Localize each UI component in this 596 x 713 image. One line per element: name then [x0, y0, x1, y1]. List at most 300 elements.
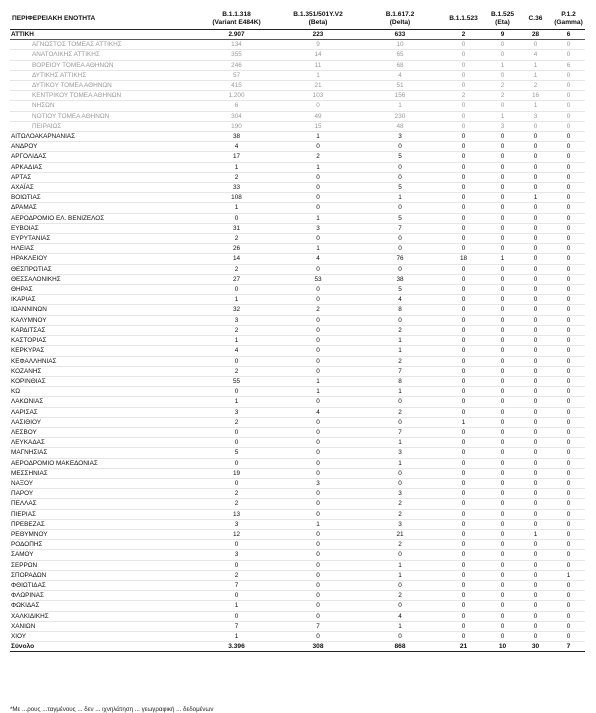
value-cell: 0 — [552, 448, 585, 458]
value-cell: 0 — [441, 336, 486, 346]
value-cell: 2 — [196, 172, 277, 182]
column-header-variant — [552, 8, 585, 30]
value-cell: 0 — [552, 397, 585, 407]
total-value-cell: 7 — [552, 642, 585, 652]
value-cell: 0 — [552, 132, 585, 142]
value-cell: 1 — [441, 417, 486, 427]
value-cell: 49 — [277, 111, 359, 121]
table-row — [10, 580, 585, 590]
table-row — [10, 152, 585, 162]
value-cell: 7 — [196, 621, 277, 631]
value-cell: 7 — [196, 580, 277, 590]
value-cell: 0 — [519, 570, 552, 580]
value-cell: 3 — [277, 478, 359, 488]
region-name-cell: ΙΚΑΡΙΑΣ — [10, 295, 196, 305]
value-cell: 1 — [519, 101, 552, 111]
value-cell: 0 — [486, 305, 519, 315]
value-cell: 0 — [277, 315, 359, 325]
value-cell: 1 — [196, 631, 277, 641]
value-cell: 2 — [196, 325, 277, 335]
value-cell: 0 — [486, 601, 519, 611]
region-name-cell: ΑΝΑΤΟΛΙΚΗΣ ΑΤΤΙΚΗΣ — [10, 50, 196, 60]
value-cell: 32 — [196, 305, 277, 315]
value-cell: 0 — [519, 183, 552, 193]
column-header-line: (Delta) — [389, 18, 411, 26]
value-cell: 0 — [486, 611, 519, 621]
value-cell: 3 — [196, 519, 277, 529]
value-cell: 0 — [486, 234, 519, 244]
value-cell: 2 — [196, 417, 277, 427]
value-cell: 0 — [486, 540, 519, 550]
table-row — [10, 254, 585, 264]
table-row — [10, 183, 585, 193]
table-row — [10, 519, 585, 529]
value-cell: 0 — [552, 580, 585, 590]
value-cell: 11 — [277, 60, 359, 70]
value-cell: 0 — [486, 427, 519, 437]
value-cell: 4 — [359, 611, 441, 621]
value-cell: 0 — [277, 438, 359, 448]
table-row — [10, 356, 585, 366]
value-cell: 0 — [486, 264, 519, 274]
value-cell: 4 — [196, 346, 277, 356]
region-name-cell: ΘΕΣΠΡΩΤΙΑΣ — [10, 264, 196, 274]
region-name-cell: ΜΕΣΣΗΝΙΑΣ — [10, 468, 196, 478]
value-cell: 1 — [519, 60, 552, 70]
value-cell: 2 — [359, 540, 441, 550]
value-cell: 0 — [552, 244, 585, 254]
value-cell: 4 — [359, 295, 441, 305]
value-cell: 0 — [552, 111, 585, 121]
value-cell: 0 — [552, 478, 585, 488]
value-cell: 0 — [552, 234, 585, 244]
table-row — [10, 172, 585, 182]
table-row — [10, 305, 585, 315]
value-cell: 2 — [359, 356, 441, 366]
value-cell: 3 — [359, 448, 441, 458]
value-cell: 0 — [277, 417, 359, 427]
value-cell: 0 — [552, 101, 585, 111]
value-cell: 0 — [277, 529, 359, 539]
table-body — [10, 30, 585, 642]
region-name-cell: ΣΠΟΡΑΔΩΝ — [10, 570, 196, 580]
column-header-variant — [359, 8, 441, 30]
value-cell: 0 — [486, 183, 519, 193]
value-cell: 0 — [552, 121, 585, 131]
value-cell: 0 — [441, 601, 486, 611]
region-name-cell: ΔΥΤΙΚΗΣ ΑΤΤΙΚΗΣ — [10, 70, 196, 80]
value-cell: 0 — [441, 295, 486, 305]
value-cell: 0 — [441, 234, 486, 244]
value-cell: 0 — [486, 142, 519, 152]
value-cell: 0 — [519, 40, 552, 50]
region-name-cell: ΦΩΚΙΔΑΣ — [10, 601, 196, 611]
value-cell: 0 — [552, 509, 585, 519]
region-name-cell: ΚΑΛΥΜΝΟΥ — [10, 315, 196, 325]
table-row — [10, 458, 585, 468]
table-row — [10, 264, 585, 274]
value-cell: 1 — [196, 162, 277, 172]
value-cell: 7 — [359, 427, 441, 437]
value-cell: 0 — [277, 264, 359, 274]
value-cell: 1 — [277, 519, 359, 529]
value-cell: 0 — [552, 315, 585, 325]
value-cell: 0 — [277, 580, 359, 590]
value-cell: 0 — [552, 540, 585, 550]
value-cell: 0 — [441, 315, 486, 325]
value-cell: 0 — [441, 183, 486, 193]
column-header-variant — [486, 8, 519, 30]
value-cell: 0 — [441, 560, 486, 570]
value-cell: 2 — [277, 152, 359, 162]
region-name-cell: ΦΘΙΩΤΙΔΑΣ — [10, 580, 196, 590]
table-row — [10, 427, 585, 437]
value-cell: 0 — [552, 142, 585, 152]
value-cell: 1 — [359, 387, 441, 397]
value-cell: 0 — [196, 387, 277, 397]
value-cell: 633 — [359, 30, 441, 40]
value-cell: 0 — [359, 203, 441, 213]
value-cell: 0 — [277, 203, 359, 213]
value-cell: 0 — [519, 132, 552, 142]
value-cell: 0 — [486, 458, 519, 468]
value-cell: 0 — [552, 621, 585, 631]
table-row-attica — [10, 30, 585, 40]
value-cell: 0 — [196, 478, 277, 488]
value-cell: 0 — [519, 468, 552, 478]
value-cell: 2 — [486, 91, 519, 101]
value-cell: 2 — [196, 234, 277, 244]
value-cell: 0 — [552, 438, 585, 448]
value-cell: 0 — [277, 366, 359, 376]
value-cell: 1 — [277, 387, 359, 397]
value-cell: 3 — [486, 121, 519, 131]
value-cell: 0 — [441, 152, 486, 162]
value-cell: 0 — [519, 601, 552, 611]
table-row — [10, 346, 585, 356]
table-row — [10, 387, 585, 397]
value-cell: 0 — [519, 519, 552, 529]
value-cell: 1 — [359, 193, 441, 203]
table-row — [10, 468, 585, 478]
value-cell: 1.200 — [196, 91, 277, 101]
table-row — [10, 285, 585, 295]
table-row — [10, 397, 585, 407]
region-name-cell: ΝΟΤΙΟΥ ΤΟΜΕΑ ΑΘΗΝΩΝ — [10, 111, 196, 121]
value-cell: 0 — [441, 468, 486, 478]
value-cell: 8 — [359, 305, 441, 315]
value-cell: 0 — [277, 540, 359, 550]
value-cell: 0 — [519, 305, 552, 315]
region-name-cell: ΑΡΚΑΔΙΑΣ — [10, 162, 196, 172]
region-name-cell: ΘΗΡΑΣ — [10, 285, 196, 295]
value-cell: 0 — [441, 40, 486, 50]
region-name-cell: ΠΙΕΡΙΑΣ — [10, 509, 196, 519]
value-cell: 0 — [441, 50, 486, 60]
value-cell: 1 — [519, 70, 552, 80]
region-name-cell: ΠΕΙΡΑΙΩΣ — [10, 121, 196, 131]
column-header-variant — [441, 8, 486, 30]
value-cell: 0 — [519, 631, 552, 641]
value-cell: 0 — [359, 550, 441, 560]
value-cell: 0 — [552, 417, 585, 427]
region-name-cell: ΒΟΡΕΙΟΥ ΤΟΜΕΑ ΑΘΗΝΩΝ — [10, 60, 196, 70]
region-name-cell: ΚΕΡΚΥΡΑΣ — [10, 346, 196, 356]
value-cell: 8 — [359, 376, 441, 386]
value-cell: 0 — [277, 336, 359, 346]
value-cell: 0 — [277, 550, 359, 560]
value-cell: 0 — [441, 407, 486, 417]
value-cell: 0 — [486, 468, 519, 478]
value-cell: 0 — [519, 489, 552, 499]
value-cell: 28 — [519, 30, 552, 40]
column-header-line: C.36 — [528, 14, 543, 22]
region-name-cell: ΛΑΣΙΘΙΟΥ — [10, 417, 196, 427]
value-cell: 0 — [486, 325, 519, 335]
table-row — [10, 621, 585, 631]
value-cell: 0 — [486, 162, 519, 172]
value-cell: 0 — [441, 274, 486, 284]
value-cell: 0 — [359, 162, 441, 172]
value-cell: 0 — [519, 550, 552, 560]
table-row — [10, 560, 585, 570]
value-cell: 0 — [519, 152, 552, 162]
value-cell: 0 — [441, 213, 486, 223]
value-cell: 0 — [552, 162, 585, 172]
value-cell: 1 — [359, 438, 441, 448]
value-cell: 0 — [277, 234, 359, 244]
value-cell: 190 — [196, 121, 277, 131]
value-cell: 33 — [196, 183, 277, 193]
region-name-cell: ΣΕΡΡΩΝ — [10, 560, 196, 570]
table-row — [10, 478, 585, 488]
value-cell: 0 — [552, 458, 585, 468]
value-cell: 1 — [277, 132, 359, 142]
region-name-cell: ΑΕΡΟΔΡΟΜΙΟ ΕΛ. ΒΕΝΙΖΕΛΟΣ — [10, 213, 196, 223]
value-cell: 7 — [359, 223, 441, 233]
value-cell: 0 — [359, 417, 441, 427]
value-cell: 0 — [552, 550, 585, 560]
value-cell: 2 — [441, 30, 486, 40]
region-name-cell: ΚΟΖΑΝΗΣ — [10, 366, 196, 376]
value-cell: 134 — [196, 40, 277, 50]
value-cell: 223 — [277, 30, 359, 40]
value-cell: 0 — [486, 152, 519, 162]
region-name-cell: ΕΥΡΥΤΑΝΙΑΣ — [10, 234, 196, 244]
table-row — [10, 611, 585, 621]
value-cell: 0 — [277, 448, 359, 458]
value-cell: 0 — [486, 519, 519, 529]
value-cell: 0 — [486, 295, 519, 305]
value-cell: 0 — [441, 264, 486, 274]
table-row — [10, 529, 585, 539]
region-name-cell: ΧΑΝΙΩΝ — [10, 621, 196, 631]
value-cell: 0 — [552, 172, 585, 182]
value-cell: 3 — [359, 489, 441, 499]
region-name-cell: ΛΑΡΙΣΑΣ — [10, 407, 196, 417]
value-cell: 0 — [441, 244, 486, 254]
table-row-attica-sector — [10, 60, 585, 70]
value-cell: 2 — [196, 489, 277, 499]
value-cell: 0 — [359, 234, 441, 244]
value-cell: 0 — [277, 285, 359, 295]
region-name-cell: ΡΟΔΟΠΗΣ — [10, 540, 196, 550]
value-cell: 0 — [552, 529, 585, 539]
value-cell: 0 — [552, 305, 585, 315]
value-cell: 0 — [441, 591, 486, 601]
region-name-cell: ΑΧΑΪΑΣ — [10, 183, 196, 193]
value-cell: 31 — [196, 223, 277, 233]
value-cell: 0 — [519, 438, 552, 448]
value-cell: 1 — [277, 70, 359, 80]
region-name-cell: ΔΥΤΙΚΟΥ ΤΟΜΕΑ ΑΘΗΝΩΝ — [10, 81, 196, 91]
value-cell: 0 — [552, 427, 585, 437]
value-cell: 355 — [196, 50, 277, 60]
region-name-cell: ΠΕΛΛΑΣ — [10, 499, 196, 509]
total-value-cell: 30 — [519, 642, 552, 652]
value-cell: 0 — [552, 560, 585, 570]
value-cell: 1 — [277, 213, 359, 223]
value-cell: 0 — [552, 50, 585, 60]
value-cell: 0 — [277, 570, 359, 580]
value-cell: 0 — [277, 295, 359, 305]
value-cell: 0 — [552, 499, 585, 509]
value-cell: 2.907 — [196, 30, 277, 40]
value-cell: 0 — [519, 336, 552, 346]
value-cell: 0 — [552, 152, 585, 162]
region-name-cell: ΣΑΜΟΥ — [10, 550, 196, 560]
value-cell: 1 — [519, 193, 552, 203]
value-cell: 0 — [441, 81, 486, 91]
value-cell: 5 — [359, 213, 441, 223]
value-cell: 1 — [359, 336, 441, 346]
value-cell: 2 — [359, 325, 441, 335]
table-row — [10, 448, 585, 458]
value-cell: 0 — [277, 325, 359, 335]
value-cell: 14 — [277, 50, 359, 60]
table-row — [10, 274, 585, 284]
value-cell: 0 — [486, 274, 519, 284]
value-cell: 0 — [552, 193, 585, 203]
region-name-cell: ΒΟΙΩΤΙΑΣ — [10, 193, 196, 203]
table-row-attica-sector — [10, 121, 585, 131]
value-cell: 0 — [196, 356, 277, 366]
table-row — [10, 325, 585, 335]
value-cell: 0 — [441, 356, 486, 366]
value-cell: 0 — [196, 438, 277, 448]
value-cell: 0 — [519, 387, 552, 397]
total-value-cell: 21 — [441, 642, 486, 652]
value-cell: 0 — [519, 560, 552, 570]
value-cell: 1 — [486, 60, 519, 70]
table-row — [10, 438, 585, 448]
value-cell: 0 — [196, 611, 277, 621]
variants-table-sheet — [10, 8, 585, 652]
value-cell: 0 — [519, 315, 552, 325]
value-cell: 38 — [196, 132, 277, 142]
value-cell: 5 — [359, 152, 441, 162]
table-row-attica-sector — [10, 81, 585, 91]
value-cell: 0 — [277, 193, 359, 203]
value-cell: 0 — [486, 346, 519, 356]
region-name-cell: ΘΕΣΣΑΛΟΝΙΚΗΣ — [10, 274, 196, 284]
value-cell: 16 — [519, 91, 552, 101]
value-cell: 156 — [359, 91, 441, 101]
value-cell: 0 — [441, 305, 486, 315]
value-cell: 51 — [359, 81, 441, 91]
value-cell: 0 — [359, 142, 441, 152]
value-cell: 0 — [486, 336, 519, 346]
value-cell: 3 — [196, 550, 277, 560]
value-cell: 0 — [519, 234, 552, 244]
value-cell: 0 — [441, 529, 486, 539]
value-cell: 0 — [486, 193, 519, 203]
value-cell: 0 — [552, 264, 585, 274]
value-cell: 2 — [359, 509, 441, 519]
table-row-attica-sector — [10, 101, 585, 111]
value-cell: 0 — [486, 438, 519, 448]
value-cell: 0 — [519, 376, 552, 386]
value-cell: 3 — [196, 407, 277, 417]
total-value-cell: 868 — [359, 642, 441, 652]
value-cell: 246 — [196, 60, 277, 70]
region-name-cell: ΠΡΕΒΕΖΑΣ — [10, 519, 196, 529]
value-cell: 4 — [196, 142, 277, 152]
value-cell: 0 — [196, 540, 277, 550]
value-cell: 1 — [359, 621, 441, 631]
table-header-row — [10, 8, 585, 30]
value-cell: 0 — [441, 101, 486, 111]
value-cell: 0 — [359, 601, 441, 611]
value-cell: 1 — [277, 162, 359, 172]
value-cell: 0 — [552, 274, 585, 284]
value-cell: 0 — [486, 489, 519, 499]
value-cell: 2 — [196, 499, 277, 509]
value-cell: 0 — [277, 499, 359, 509]
value-cell: 3 — [277, 223, 359, 233]
value-cell: 103 — [277, 91, 359, 101]
value-cell: 2 — [486, 81, 519, 91]
column-header-line: B.1.617.2 — [385, 10, 415, 18]
total-row — [10, 642, 585, 652]
value-cell: 0 — [552, 356, 585, 366]
value-cell: 0 — [196, 285, 277, 295]
value-cell: 4 — [359, 70, 441, 80]
value-cell: 0 — [441, 162, 486, 172]
value-cell: 0 — [519, 121, 552, 131]
value-cell: 0 — [519, 591, 552, 601]
value-cell: 230 — [359, 111, 441, 121]
variants-by-region-table — [10, 8, 585, 652]
value-cell: 6 — [552, 60, 585, 70]
region-name-cell: ΑΝΔΡΟΥ — [10, 142, 196, 152]
region-name-cell: ΚΑΣΤΟΡΙΑΣ — [10, 336, 196, 346]
value-cell: 18 — [441, 254, 486, 264]
value-cell: 0 — [552, 407, 585, 417]
value-cell: 0 — [552, 183, 585, 193]
value-cell: 0 — [552, 203, 585, 213]
value-cell: 0 — [519, 203, 552, 213]
value-cell: 0 — [441, 111, 486, 121]
value-cell: 0 — [486, 387, 519, 397]
value-cell: 0 — [519, 285, 552, 295]
value-cell: 0 — [441, 121, 486, 131]
value-cell: 0 — [486, 560, 519, 570]
value-cell: 4 — [277, 254, 359, 264]
value-cell: 0 — [552, 611, 585, 621]
region-name-cell: ΜΑΓΝΗΣΙΑΣ — [10, 448, 196, 458]
value-cell: 0 — [486, 478, 519, 488]
